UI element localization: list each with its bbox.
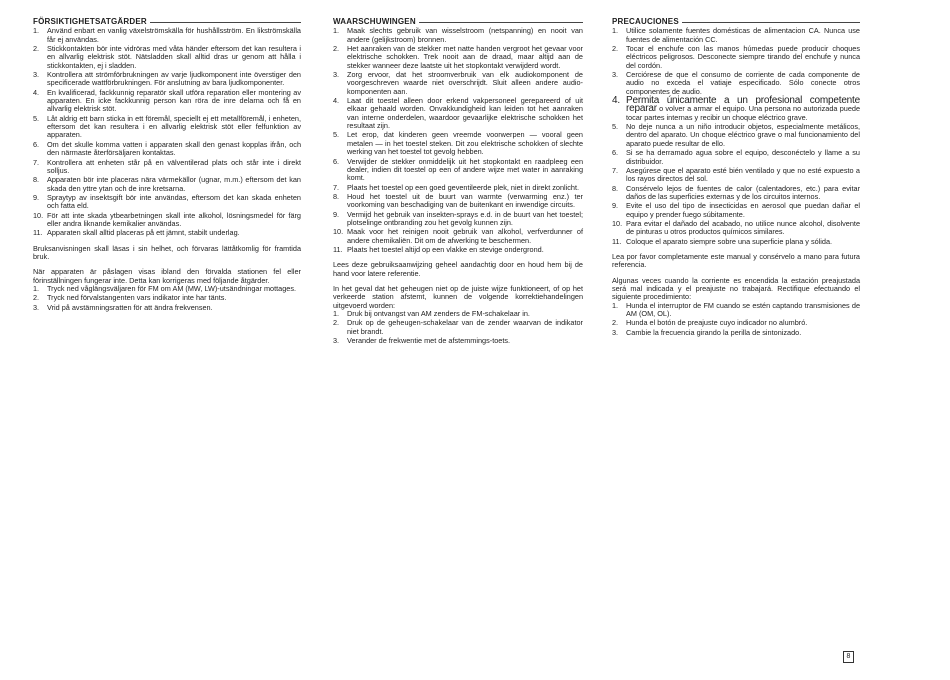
list-item: 7. Kontrollera att enheten står på en välventilerad plats och står inte i direkt solljus. [33,157,301,175]
dutch-warnings-list [333,27,583,254]
swedish-precautions-list [33,27,301,237]
list-item: 2. Tryck ned förvalstangenten vars indikator inte har tänts. [33,293,227,303]
swedish-column [33,18,301,313]
list-item: 11. Plaats het toestel altijd op een vlakke en stevige ondergrond. [333,244,544,254]
list-item: 3. Verander de frekwentie met de afstemmings-toets. [333,336,511,346]
list-item: 6. Si se ha derramado agua sobre el equipo, desconéctelo y llame a su distribuidor. [612,148,860,166]
dutch-steps-list [333,310,583,345]
page-number: 8 [843,651,854,663]
list-item: 7. Asegúrese que el aparato esté bién ventilado y que no esté expuesto a los rayos directos del sol. [612,165,860,184]
list-item: 9. Vermijd het gebruik van insekten-sprays e.d. in de buurt van het toestel; plotselinge ontbranding zou het gevolg kunnen zijn. [333,209,583,227]
spanish-heading: PRECAUCIONES [612,18,860,26]
list-item: 1. Tryck ned våglängsväljaren för FM om AM (MW, LW)-utsändningar mottages. [33,283,296,293]
list-item: 1. Hunda el interruptor de FM cuando se estén captando transmisiones de AM (OM, OL). [612,300,860,318]
dutch-manual-note: Lees deze gebruiksaanwijzing geheel aandachtig door en houd hem bij de hand voor latere referentie. [333,260,583,278]
list-item: 5. No deje nunca a un niño introducir objetos, especialmente metálicos, dentro del aparato. Un choque eléctrico grave o mal funcionamiento del aparato puede resultar de ello. [612,122,860,148]
list-item: 10. Para evitar el dañado del acabado, no utilice nunce alcohol, disolvente de pinturas u otros productos químicos similares. [612,218,860,237]
list-item: 7. Plaats het toestel op een goed geventileerde plek, niet in direkt zonlicht. [333,182,580,192]
spanish-memory-note: Algunas veces cuando la corriente es encendida la estación preajustada será mal indicada y el preajuste no trabajará. Rectifique efectuando el siguiente procedimiento: [612,275,860,302]
list-item: 11. Coloque el aparato siempre sobre una superficie plana y sólida. [612,236,833,246]
list-item: 8. Consérvelo lejos de fuentes de calor (calentadores, etc.) para evitar daños de las superficies externas y de los circuitos internos. [612,183,860,201]
list-item: 1. Maak slechts gebruik van wisselstroom (netspanning) en nooit van andere (gelijkstroom) bronnen. [333,26,583,44]
list-item: 2. Druk op de geheugen-schakelaar van de zender waarvan de indikator niet brandt. [333,318,583,336]
spanish-column [612,18,860,338]
list-item: 8. Apparaten bör inte placeras nära värmekällor (ugnar, m.m.) eftersom det kan skada den yttre ytan och de inre kretsarna. [33,175,301,193]
swedish-manual-note: Bruksanvisningen skall läsas i sin helhet, och förvaras lättåtkomlig för framtida bruk. [33,243,301,261]
list-item: 6. Verwijder de stekker onmiddelijk uit het stopkontakt en raadpleeg een dealer, indien dit toestel op een of andere wijze met water in aanraking komt. [333,156,583,183]
list-item: 10. Maak voor het reinigen nooit gebruik van alkohol, verfverdunner of andere chemikaliën. Dit om de afwerking te beschermen. [333,227,583,245]
swedish-memory-note: När apparaten är påslagen visas ibland den förvalda stationen fel eller förinställningen fungerar inte. Detta kan korrigeras med följande åtgärder. [33,267,301,285]
swedish-steps-list [33,285,301,312]
list-item: 3. Kontrollera att strömförbrukningen av varje ljudkomponent inte överstiger den specificerade wattförbrukningen. För anslutning av bara ljudkomponenter. [33,70,301,88]
list-item: 5. Låt aldrig ett barn sticka in ett föremål, speciellt ej ett metallföremål, i enheten, eftersom det kan resultera i en allvarlig elektrisk stöt eller felfunktion av apparaten. [33,113,301,140]
spanish-steps-list [612,302,860,337]
list-item: 11. Apparaten skall alltid placeras på ett jämnt, stabilt underlag. [33,228,240,238]
list-item: 4. Permita únicamente a un profesional competente reparar o volver a armar el equipo. Una persona no autorizada puede tocar partes internas y recibir un choque eléctrico grave. [612,95,861,122]
list-item: 4. En kvalificerad, fackkunnig reparatör skall utföra reparation eller montering av apparaten. En icke fackkunnig person kan röra de inre delarna och få en allvarlig elektrisk stöt. [33,87,301,114]
dutch-heading: WAARSCHUWINGEN [333,18,583,26]
list-item: 6. Om det skulle komma vatten i apparaten skall den genast kopplas ifrån, och den närmaste återförsäljaren kontaktas. [33,139,301,158]
list-item: 9. Evite el uso del tipo de insecticidas en aerosol que puedan dañar el equipo y prender fuego súbitamente. [612,201,860,219]
swedish-heading: FÖRSIKTIGHETSATGÄRDER [33,18,301,26]
list-item: 3. Cambie la frecuencia girando la perilla de sintonizado. [612,327,802,337]
spanish-manual-note: Lea por favor completamente este manual y consérvelo a mano para futura referencia. [612,251,860,270]
dutch-column [333,18,583,346]
list-item: 9. Spraytyp av insektsgift bör inte användas, eftersom det kan skada enheten och fatta eld. [33,192,301,211]
list-item: 4. Laat dit toestel alleen door erkend vakpersoneel gerepareerd of uit elkaar gehaald worden. Onvakkundigheid kan leiden tot het aanraken van interne onderdelen, waardoor gevaarlijke elektrische schokken het resultaat zijn. [333,96,583,131]
list-item: 10. För att inte skada ytbearbetningen skall inte alkohol, lösningsmedel för färg eller andra liknande kemikalier användas. [33,210,301,228]
list-item: 3. Zorg ervoor, dat het stroomverbruik van elk audiokomponent de voorgeschreven waarde niet overschrijdt. Sluit alleen andere audio-komponenten aan. [333,70,583,96]
list-item: 3. Cerciórese de que el consumo de corriente de cada componente de audio no exceda el vatiaje especificado. Sólo conecte otros componentes de audio. [612,70,860,96]
large-type-lead: Permita únicamente a un profesional competente reparar [626,95,860,115]
list-item: 5. Let erop, dat kinderen geen vreemde voorwerpen — vooral geen metalen — in het toestel steken. Dit zou elektrische schokken of slechte werking van het toestel tot gevolg hebben. [333,130,583,157]
list-item: 2. Het aanraken van de stekker met natte handen vergroot het gevaar voor elektrische schokken. Trek nooit aan de draad, maar altijd aan de stekker wanneer deze laatste uit het stopkontakt verwijderd wordt. [333,44,583,70]
list-item: 1. Utilice solamente fuentes domésticas de alimentacion CA. Nunca use fuentes de alimentación CC. [612,26,860,44]
list-item: 2. Hunda el botón de preajuste cuyo indicador no alumbró. [612,318,808,328]
list-item: 8. Houd het toestel uit de buurt van warmte (verwarming enz.) ter voorkoming van beschadiging van de buitenkant en inwendige circuits. [333,191,583,210]
list-item: 1. Druk bij ontvangst van AM zenders de FM-schakelaar in. [333,309,530,318]
list-item: 1. Använd enbart en vanlig växelströmskälla för hushållsström. En likströmskälla får ej användas. [33,26,301,44]
list-item: 2. Tocar el enchufe con las manos húmedas puede producir choques eléctricos peligrosos. Desconecte siempre tirando del enchufe y nunca del cordón. [612,44,860,70]
list-item: 2. Stickkontakten bör inte vidröras med våta händer eftersom det kan resultera i en allvarlig elektrisk stöt. Nätsladden skall alltid dras ur genom att hålla i stickkontakten, ej i sladden. [33,44,301,70]
dutch-memory-note: In het geval dat het geheugen niet op de juiste wijze funktioneert, of op het verkeerde station afstemt, kunnen de volgende korrektiehandelingen uitgevoerd worden: [333,283,583,310]
list-item: 3. Vrid på avstämningsratten för att ändra frekvensen. [33,302,213,312]
spanish-precautions-list [612,27,860,246]
